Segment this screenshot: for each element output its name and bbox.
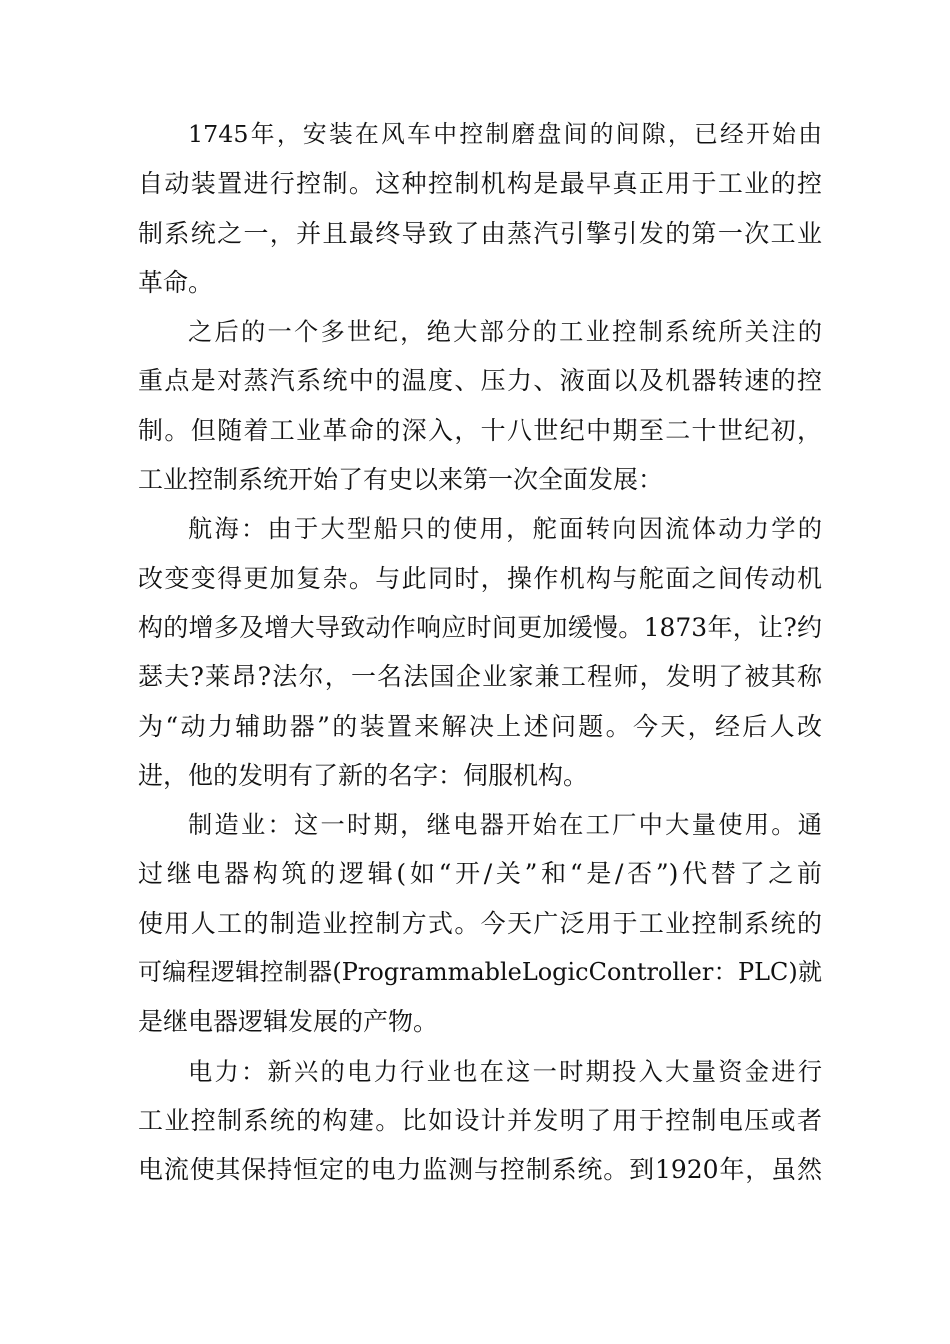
text-line: 工业控制系统开始了有史以来第一次全面发展： bbox=[138, 465, 664, 495]
paragraph-5 bbox=[138, 1047, 822, 1195]
text-line: 可编程逻辑控制器(ProgrammableLogicController：PLC)就 bbox=[138, 958, 822, 987]
text-line: 电流使其保持恒定的电力监测与控制系统。到1920年，虽然 bbox=[138, 1155, 822, 1185]
body-text bbox=[138, 110, 822, 1195]
text-line: 1745年，安装在风车中控制磨盘间的间隙，已经开始由 bbox=[188, 120, 822, 148]
paragraph-4 bbox=[138, 800, 822, 1046]
text-line: 之后的一个多世纪，绝大部分的工业控制系统所关注的 bbox=[188, 317, 822, 347]
text-line: 为“动力辅助器”的装置来解决上述问题。今天，经后人改 bbox=[138, 711, 822, 741]
text-line: 制。但随着工业革命的深入，十八世纪中期至二十世纪初， bbox=[138, 415, 822, 445]
text-line: 过继电器构筑的逻辑(如“开/关”和“是/否”)代替了之前 bbox=[138, 859, 822, 889]
text-line: 构的增多及增大导致动作响应时间更加缓慢。1873年，让?约 bbox=[138, 612, 822, 642]
text-line: 革命。 bbox=[138, 267, 214, 297]
text-line: 是继电器逻辑发展的产物。 bbox=[138, 1007, 439, 1037]
text-line: 自动装置进行控制。这种控制机构是最早真正用于工业的控 bbox=[138, 169, 822, 199]
text-line: 制造业：这一时期，继电器开始在工厂中大量使用。通 bbox=[188, 810, 822, 840]
paragraph-2 bbox=[138, 307, 822, 504]
text-line: 改变变得更加复杂。与此同时，操作机构与舵面之间传动机 bbox=[138, 563, 822, 593]
text-line: 瑟夫?莱昂?法尔，一名法国企业家兼工程师，发明了被其称 bbox=[138, 662, 822, 692]
paragraph-3 bbox=[138, 504, 822, 800]
text-line: 使用人工的制造业控制方式。今天广泛用于工业控制系统的 bbox=[138, 908, 822, 938]
text-line: 重点是对蒸汽系统中的温度、压力、液面以及机器转速的控 bbox=[138, 366, 822, 396]
text-line: 工业控制系统的构建。比如设计并发明了用于控制电压或者 bbox=[138, 1105, 822, 1135]
text-line: 航海：由于大型船只的使用，舵面转向因流体动力学的 bbox=[188, 514, 822, 544]
text-line: 制系统之一，并且最终导致了由蒸汽引擎引发的第一次工业 bbox=[138, 218, 822, 248]
text-line: 电力：新兴的电力行业也在这一时期投入大量资金进行 bbox=[188, 1056, 822, 1086]
text-line: 进，他的发明有了新的名字：伺服机构。 bbox=[138, 760, 589, 790]
paragraph-1 bbox=[138, 110, 822, 307]
